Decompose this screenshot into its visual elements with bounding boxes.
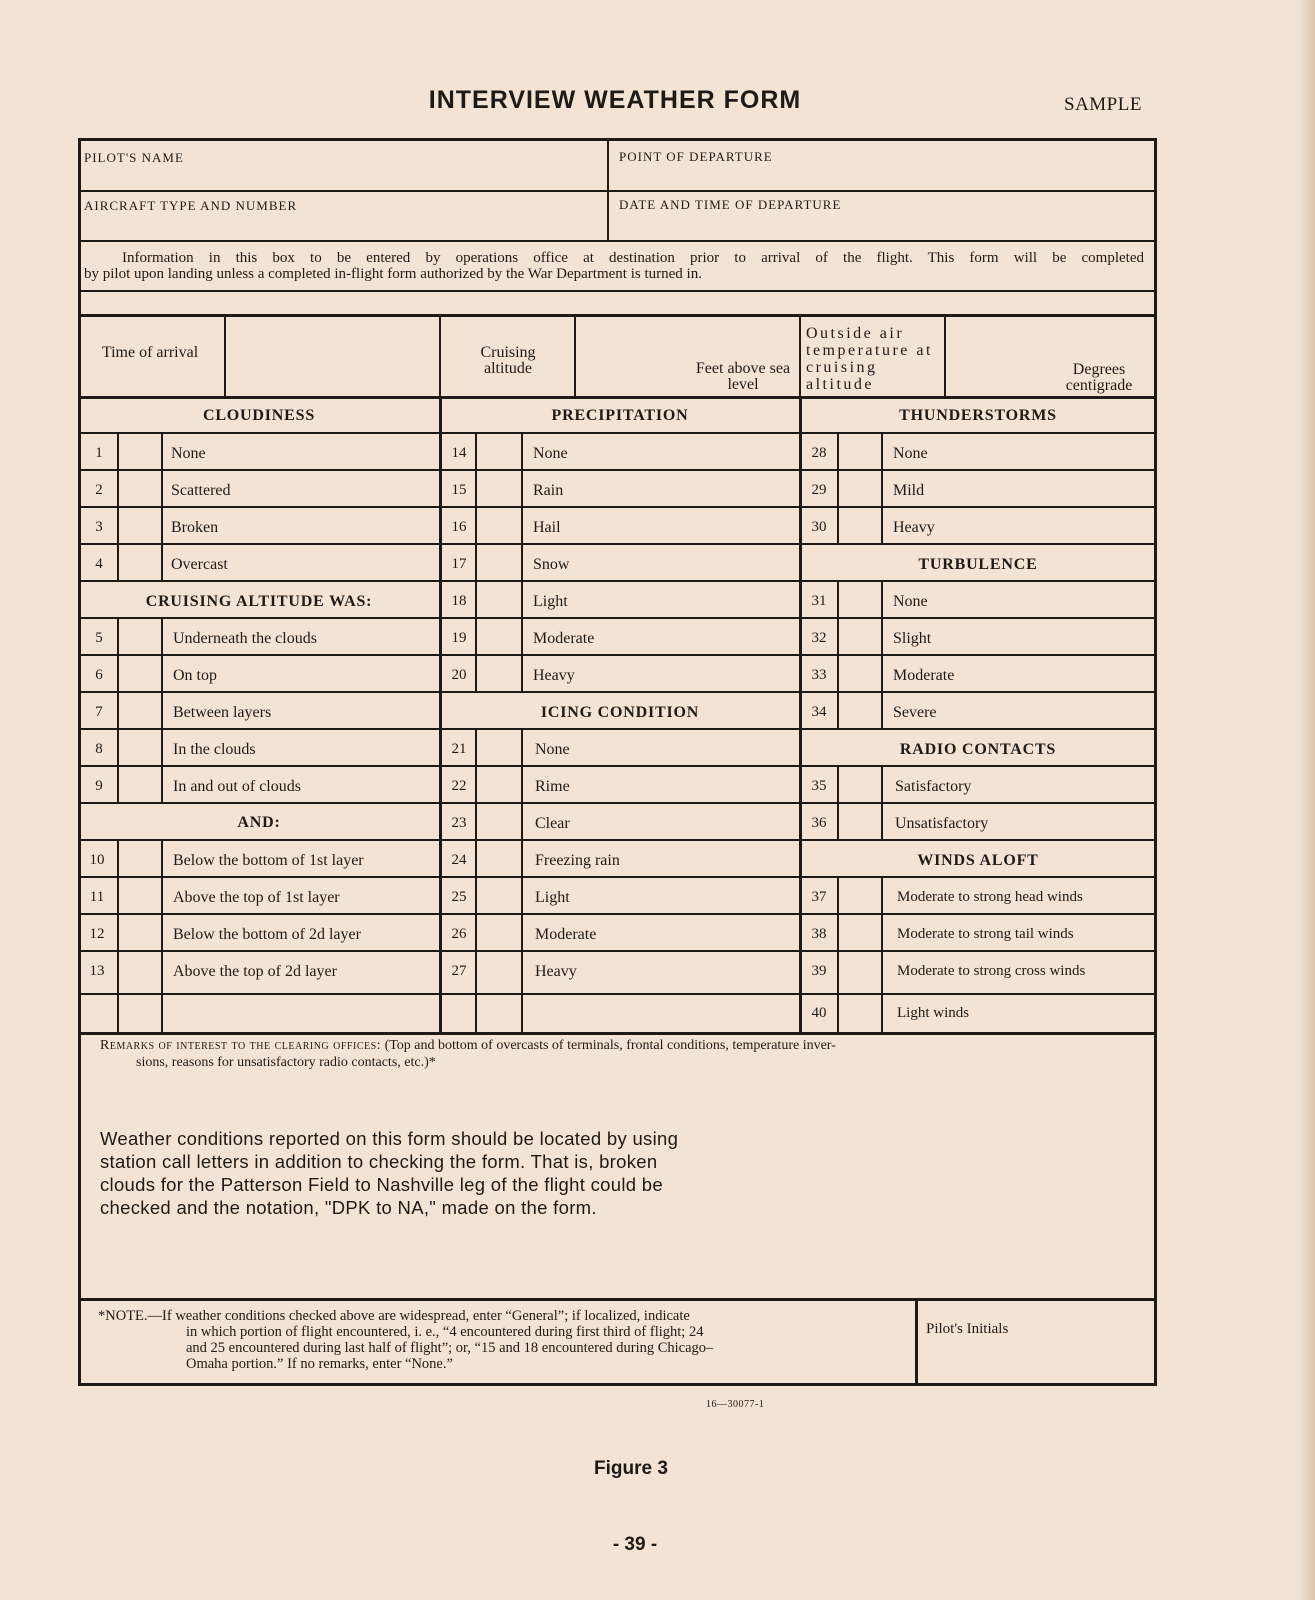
rule — [78, 290, 1157, 292]
rule — [80, 993, 439, 995]
checkbox-23[interactable] — [476, 803, 520, 839]
degrees-label: Degrees centigrade — [1065, 361, 1133, 394]
checkbox-36[interactable] — [838, 803, 880, 839]
checkbox-30[interactable] — [838, 507, 880, 543]
form-title: INTERVIEW WEATHER FORM — [428, 86, 802, 114]
checkbox-label: Severe — [893, 704, 937, 721]
item-number: 7 — [95, 704, 103, 720]
checkbox-label: None — [893, 593, 928, 610]
item-number: 5 — [95, 630, 103, 646]
info-line-1: Information in this box to be entered by operations office at destination prior to arrival of the flight. This form will be completed — [122, 250, 1144, 266]
rule — [78, 190, 1157, 192]
typed-line: clouds for the Patterson Field to Nashville leg of the flight could be — [100, 1174, 663, 1195]
item-number: 13 — [89, 963, 105, 979]
checkbox-label: Underneath the clouds — [173, 630, 317, 647]
checkbox-40[interactable] — [838, 994, 880, 1032]
thunderstorms-heading: THUNDERSTORMS — [899, 407, 1057, 424]
item-number: 12 — [89, 926, 105, 942]
checkbox-15[interactable] — [476, 470, 520, 506]
checkbox-label: In and out of clouds — [173, 778, 301, 795]
checkbox-3[interactable] — [118, 507, 160, 543]
rule — [78, 314, 1157, 317]
checkbox-label: In the clouds — [173, 741, 256, 758]
checkbox-11[interactable] — [118, 877, 160, 913]
checkbox-8[interactable] — [118, 729, 160, 765]
item-number: 33 — [811, 667, 827, 683]
checkbox-label: Heavy — [535, 963, 577, 980]
checkbox-label: Moderate to strong tail winds — [897, 926, 1074, 942]
rule — [574, 316, 576, 396]
checkbox-38[interactable] — [838, 914, 880, 950]
rule — [78, 1032, 1157, 1035]
aircraft-field[interactable]: AIRCRAFT TYPE AND NUMBER — [84, 198, 298, 213]
checkbox-22[interactable] — [476, 766, 520, 802]
turbulence-heading: TURBULENCE — [918, 556, 1038, 573]
item-number: 22 — [451, 778, 467, 794]
and-heading: AND: — [237, 814, 281, 831]
item-number: 14 — [451, 445, 467, 461]
icing-heading: ICING CONDITION — [540, 704, 700, 721]
checkbox-label: None — [533, 445, 568, 462]
typed-line: station call letters in addition to checking the form. That is, broken — [100, 1151, 658, 1172]
rule — [439, 316, 441, 396]
item-number: 29 — [811, 482, 827, 498]
item-number: 6 — [95, 667, 103, 683]
checkbox-label: Heavy — [533, 667, 575, 684]
radio-contacts-heading: RADIO CONTACTS — [899, 741, 1057, 758]
rule — [801, 839, 1157, 841]
checkbox-label: Above the top of 2d layer — [173, 963, 337, 980]
item-number: 19 — [451, 630, 467, 646]
item-number: 3 — [95, 519, 103, 535]
rule — [799, 316, 801, 396]
checkbox-13[interactable] — [118, 951, 160, 987]
checkbox-24[interactable] — [476, 840, 520, 876]
rule — [224, 316, 226, 396]
checkbox-7[interactable] — [118, 692, 160, 728]
item-number: 38 — [811, 926, 827, 942]
checkbox-17[interactable] — [476, 544, 520, 580]
item-number: 40 — [811, 1005, 827, 1021]
note-line: *NOTE.—If weather conditions checked above are widespread, enter “General”; if localized, indicate — [98, 1308, 690, 1324]
checkbox-37[interactable] — [838, 877, 880, 913]
checkbox-label: Scattered — [171, 482, 231, 499]
footnote — [98, 1308, 898, 1372]
checkbox-label: Snow — [533, 556, 570, 573]
item-number: 39 — [811, 963, 827, 979]
checkbox-label: Between layers — [173, 704, 272, 721]
rule — [881, 876, 883, 1032]
item-number: 4 — [95, 556, 103, 572]
checkbox-label: Below the bottom of 1st layer — [173, 852, 364, 869]
checkbox-label: Rime — [535, 778, 570, 795]
checkbox-25[interactable] — [476, 877, 520, 913]
item-number: 10 — [89, 852, 105, 868]
item-number: 36 — [811, 815, 827, 831]
page-edge — [1299, 0, 1315, 1600]
checkbox-label: On top — [173, 667, 217, 684]
checkbox-18[interactable] — [476, 581, 520, 617]
item-number: 15 — [451, 482, 467, 498]
note-line: and 25 encountered during last half of flight”; or, “15 and 18 encountered during Chicago– — [186, 1340, 714, 1356]
rule — [881, 432, 883, 543]
checkbox-label: Overcast — [171, 556, 228, 573]
item-number: 31 — [811, 593, 827, 609]
winds-aloft-heading: WINDS ALOFT — [917, 852, 1039, 869]
typed-line: checked and the notation, "DPK to NA," made on the form. — [100, 1197, 597, 1218]
checkbox-16[interactable] — [476, 507, 520, 543]
item-number: 20 — [451, 667, 467, 683]
checkbox-label: Satisfactory — [895, 778, 972, 795]
checkbox-28[interactable] — [838, 433, 880, 469]
checkbox-29[interactable] — [838, 470, 880, 506]
item-number: 34 — [811, 704, 827, 720]
item-number: 21 — [451, 741, 467, 757]
checkbox-35[interactable] — [838, 766, 880, 802]
rule — [607, 140, 609, 240]
item-number: 2 — [95, 482, 103, 498]
checkbox-10[interactable] — [118, 840, 160, 876]
checkbox-label: Broken — [171, 519, 219, 536]
checkbox-label: Freezing rain — [535, 852, 620, 869]
checkbox-12[interactable] — [118, 914, 160, 950]
feet-above-label: Feet above sea level — [695, 360, 791, 393]
checkbox-label: Moderate to strong head winds — [897, 889, 1083, 905]
checkbox-label: Light winds — [897, 1005, 970, 1021]
form-code: 16—30077-1 — [706, 1399, 765, 1410]
item-number: 18 — [451, 593, 467, 609]
rule — [80, 802, 439, 804]
checkbox-label: Rain — [533, 482, 564, 499]
checkbox-label: Hail — [533, 519, 561, 536]
cloudiness-heading: CLOUDINESS — [202, 407, 316, 424]
checkbox-14[interactable] — [476, 433, 520, 469]
rule — [915, 1298, 918, 1386]
checkbox-label: Moderate — [535, 926, 597, 943]
item-number: 16 — [451, 519, 467, 535]
checkbox-1[interactable] — [118, 433, 160, 469]
note-line: in which portion of flight encountered, i. e., “4 encountered during first third of flight; 24 — [186, 1324, 704, 1340]
rule — [801, 728, 1157, 730]
item-number: 24 — [451, 852, 467, 868]
item-number: 11 — [89, 889, 105, 905]
item-number: 17 — [451, 556, 467, 572]
checkbox-33[interactable] — [838, 655, 880, 691]
checkbox-label: Mild — [893, 482, 925, 499]
checkbox-label: None — [171, 445, 206, 462]
checkbox-label: None — [535, 741, 570, 758]
note-line: Omaha portion.” If no remarks, enter “None.” — [186, 1356, 453, 1372]
precipitation-heading: PRECIPITATION — [551, 407, 689, 424]
operations-info — [84, 250, 1144, 282]
checkbox-label: Heavy — [893, 519, 935, 536]
item-number: 35 — [811, 778, 827, 794]
info-line-2: by pilot upon landing unless a completed in-flight form authorized by the War Department is turned in. — [84, 266, 702, 282]
rule — [801, 543, 1157, 545]
remarks-line-2: sions, reasons for unsatisfactory radio contacts, etc.)* — [136, 1055, 436, 1070]
checkbox-label: Moderate to strong cross winds — [897, 963, 1086, 979]
checkbox-19[interactable] — [476, 618, 520, 654]
checkbox-label: None — [893, 445, 928, 462]
checkbox-31[interactable] — [838, 581, 880, 617]
point-of-departure-field[interactable]: POINT OF DEPARTURE — [619, 149, 773, 164]
cruising-altitude-label: Cruising altitude — [480, 344, 536, 377]
rule — [78, 1298, 1157, 1301]
checkbox-label: Clear — [535, 815, 570, 832]
rule — [80, 580, 439, 582]
item-number: 25 — [451, 889, 467, 905]
rule — [161, 839, 163, 1032]
cruising-altitude-heading: CRUISING ALTITUDE WAS: — [145, 593, 373, 610]
item-number: 37 — [811, 889, 827, 905]
sample-label: SAMPLE — [1064, 94, 1142, 115]
checkbox-5[interactable] — [118, 618, 160, 654]
checkbox-label: Slight — [893, 630, 932, 647]
checkbox-2[interactable] — [118, 470, 160, 506]
checkbox-34[interactable] — [838, 692, 880, 728]
item-number: 26 — [451, 926, 467, 942]
remarks-body: (Top and bottom of overcasts of terminals, frontal conditions, temperature inver- — [381, 1038, 836, 1053]
typed-line: Weather conditions reported on this form should be located by using — [100, 1128, 679, 1149]
outside-air-label: Outside air temperature at cruising altitude — [806, 325, 933, 393]
rule — [441, 691, 800, 693]
checkbox-label: Light — [533, 593, 568, 610]
item-number: 28 — [811, 445, 827, 461]
rule — [78, 396, 1157, 399]
page-number: - 39 - — [612, 1534, 658, 1555]
checkbox-27[interactable] — [476, 951, 520, 987]
checkbox-label: Above the top of 1st layer — [173, 889, 340, 906]
rule — [521, 728, 523, 1032]
item-number: 30 — [811, 519, 827, 535]
item-number: 23 — [451, 815, 467, 831]
checkbox-6[interactable] — [118, 655, 160, 691]
date-time-field[interactable]: DATE AND TIME OF DEPARTURE — [619, 197, 842, 212]
rule — [78, 240, 1157, 242]
time-of-arrival-label: Time of arrival — [101, 344, 199, 361]
checkbox-label: Below the bottom of 2d layer — [173, 926, 361, 943]
typed-remarks[interactable] — [100, 1127, 678, 1219]
checkbox-20[interactable] — [476, 655, 520, 691]
pilots-initials-field[interactable]: Pilot's Initials — [926, 1321, 1009, 1337]
rule — [161, 617, 163, 802]
item-number: 8 — [95, 741, 103, 757]
checkbox-label: Moderate — [893, 667, 955, 684]
item-number: 1 — [95, 445, 103, 461]
item-number: 27 — [451, 963, 467, 979]
figure-caption: Figure 3 — [594, 1458, 668, 1479]
checkbox-label: Light — [535, 889, 570, 906]
pilots-name-field[interactable]: PILOT'S NAME — [84, 150, 184, 165]
checkbox-label: Unsatisfactory — [895, 815, 989, 832]
remarks-lead: Remarks of interest to the clearing offices: — [100, 1038, 382, 1053]
checkbox-4[interactable] — [118, 544, 160, 580]
item-number: 32 — [811, 630, 827, 646]
checkbox-9[interactable] — [118, 766, 160, 802]
remarks-instructions — [100, 1037, 1140, 1071]
checkbox-label: Moderate — [533, 630, 595, 647]
checkbox-21[interactable] — [476, 729, 520, 765]
rule — [944, 316, 946, 396]
rule — [441, 993, 800, 995]
checkbox-26[interactable] — [476, 914, 520, 950]
checkbox-39[interactable] — [838, 951, 880, 987]
checkbox-32[interactable] — [838, 618, 880, 654]
item-number: 9 — [95, 778, 103, 794]
